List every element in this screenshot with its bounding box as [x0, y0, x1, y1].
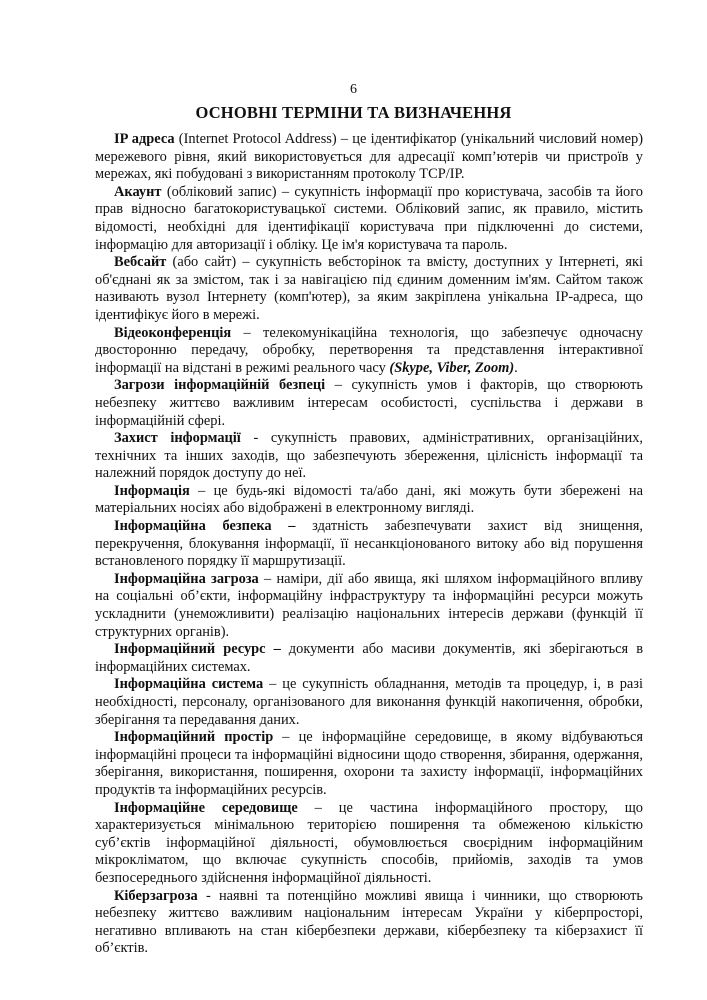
- term: Загрози інформаційній безпеці: [114, 377, 326, 394]
- definition: (Internet Protocol Address) – це ідентифікатор (унікальний числовий номер) мережевого рівня, який використовується для адресації комп’ютерів чи пристроїв у мережах, які побудовані з використанням протоколу TCP/IP.: [95, 131, 644, 183]
- term: Інформаційна безпека –: [114, 518, 296, 535]
- definition-tail: .: [514, 359, 518, 376]
- term: Інформаційне середовище: [114, 799, 298, 816]
- glossary-entry-information-resource: [95, 641, 643, 676]
- page-number: 6: [350, 82, 357, 97]
- glossary-entry-information-environment: [95, 800, 643, 888]
- term: Захист інформації: [114, 430, 241, 447]
- definition: (обліковий запис) – сукупність інформації про користувача, засобів та його прав відносно багатокористувацької системи. Обліковий запис, як правило, містить відомості, необхідні для ідентифікації користувача при підключенні до системи, інформацію для авторизації і обліку. Це ім'я користувача та пароль.: [95, 183, 643, 253]
- term: Акаунт: [114, 183, 162, 200]
- definition: – наміри, дії або явища, які шляхом інформаційного впливу на соціальні об’єкти, інформаційну інфраструктуру та інформаційні ресурси можуть ускладнити (унеможливити) реалізацію національних інтересів держави (функцій її структурних органів).: [95, 570, 643, 640]
- glossary-entry-information-security: [95, 518, 643, 571]
- definition: - сукупність правових, адміністративних, організаційних, технічних та інших заходів, що забезпечують збереження, цілісність інформації та належний порядок доступу до неї.: [95, 430, 643, 482]
- term: Вебсайт: [114, 254, 167, 271]
- glossary-entry-information-protection: [95, 430, 643, 483]
- definition: – це будь-які відомості та/або дані, які можуть бути збережені на матеріальних носіях або відображені в електронному вигляді.: [95, 482, 643, 517]
- glossary-entry-cyber-threat: [95, 888, 643, 958]
- glossary-entry-ip-address: [95, 131, 643, 184]
- definition: – телекомунікаційна технологія, що забезпечує одночасну двосторонню передачу, обробку, перетворення та представлення інтерактивної інформації на відстані в режимі реального часу: [95, 324, 643, 376]
- definition: здатність забезпечувати захист від знищення, перекручення, блокування інформації, її несанкціонованого витоку або від порушення встановленого порядку її маршрутизації.: [95, 518, 643, 570]
- definition: - наявні та потенційно можливі явища і чинники, що створюють небезпеку життєво важливим національним інтересам України у кіберпросторі, негативно впливають на стан кібербезпеки держави, кібербезпеку та кіберзахист її об’єктів.: [95, 887, 643, 957]
- term: Інформаційний ресурс –: [114, 641, 281, 658]
- glossary-entry-information-threat: [95, 571, 643, 641]
- glossary-body: [95, 131, 643, 958]
- definition: (або сайт) – сукупність вебсторінок та вмісту, доступних у Інтернеті, які об'єднані як за змістом, так і за навігацією під єдиним доменним ім'ям. Сайтом також називають вузол Інтернету (комп'ютер), за яким закріплена унікальна IP-адреса, що ідентифікує його в мережі.: [95, 254, 643, 323]
- definition: документи або масиви документів, які зберігаються в інформаційних системах.: [95, 641, 643, 675]
- glossary-entry-information-system: [95, 676, 643, 729]
- term: Інформація: [114, 482, 190, 499]
- glossary-entry-information: [95, 483, 643, 518]
- glossary-entry-information-space: [95, 729, 643, 799]
- page-title: ОСНОВНІ ТЕРМІНИ ТА ВИЗНАЧЕННЯ: [195, 103, 512, 122]
- glossary-entry-videoconference: [95, 325, 643, 378]
- definition: – сукупність умов і факторів, що створюють небезпеку життєво важливим інтересам особистості, суспільства і держави в інформаційній сфері.: [95, 377, 643, 429]
- term: Відеоконференція: [114, 324, 232, 341]
- term: Інформаційна загроза: [114, 570, 259, 587]
- glossary-entry-account: [95, 184, 643, 254]
- definition-examples: (Skype, Viber, Zoom): [389, 359, 515, 376]
- glossary-entry-security-threats: [95, 377, 643, 430]
- glossary-entry-website: [95, 254, 643, 324]
- term: Інформаційний простір: [114, 729, 274, 746]
- term: Кіберзагроза: [114, 887, 198, 904]
- definition: – це сукупність обладнання, методів та процедур, і, в разі необхідності, персоналу, організованого для виконання функцій накопичення, обробки, зберігання та передавання даних.: [95, 676, 643, 728]
- definition: – це інформаційне середовище, в якому відбуваються інформаційні процеси та інформаційні відносини щодо створення, збирання, одержання, зберігання, використання, поширення, охорони та захисту інформації, інформаційних продуктів та інформаційних ресурсів.: [95, 729, 643, 798]
- term: Інформаційна система: [114, 676, 264, 693]
- definition: – це частина інформаційного простору, що характеризується мінімальною територією поширення та обмеженою кількістю суб’єктів інформаційної діяльності, обумовлюється своєрідним інформаційним мікрокліматом, що включає сукупність способів, прийомів, заходів та умов безпосереднього здійснення інформаційної діяльності.: [95, 799, 643, 886]
- term: IP адреса: [114, 131, 175, 147]
